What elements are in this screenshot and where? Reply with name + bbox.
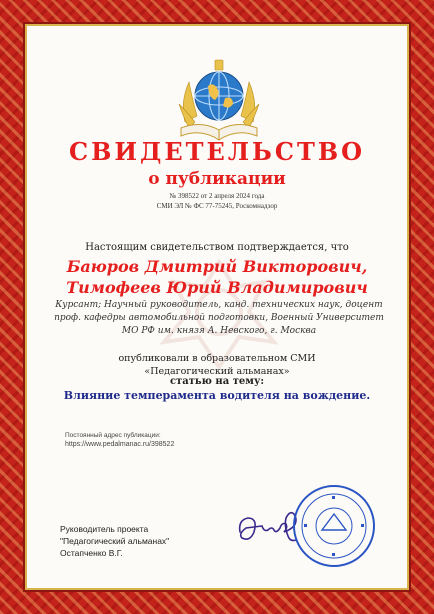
author-positions	[52, 299, 386, 338]
publication-url[interactable]: https://www.pedalmanac.ru/398522	[65, 441, 175, 448]
article-label: статью на тему:	[169, 376, 265, 387]
globe-book-emblem-icon	[175, 52, 263, 146]
position-line: проф. кафедры автомобильной подготовки, Военный Университет	[54, 313, 384, 323]
author-names	[27, 256, 407, 298]
position-line: Курсант; Научный руководитель, канд. технических наук, доцент	[55, 300, 383, 310]
signer-name: Остапченко В.Г.	[60, 548, 123, 558]
round-seal-stamp-icon	[292, 484, 376, 568]
author-name: Тимофеев Юрий Владимирович	[66, 278, 368, 297]
author-name: Баюров Дмитрий Викторович,	[66, 257, 368, 276]
position-line: МО РФ им. князя А. Невского, г. Москва	[121, 326, 317, 336]
published-statement	[27, 352, 407, 378]
published-line: опубликовали в образовательном СМИ	[118, 353, 316, 364]
certificate-sheet	[25, 24, 409, 590]
certificate-number: № 398522 от 2 апреля 2024 года	[169, 192, 265, 200]
signer-organization: "Педагогический альманах"	[60, 536, 170, 546]
article-title: Влияние темперамента водителя на вождение.	[63, 389, 371, 402]
address-label: Постоянный адрес публикации:	[65, 432, 161, 439]
signer-block	[60, 523, 169, 559]
certificate-subtitle: о публикации	[148, 169, 286, 189]
signer-role: Руководитель проекта	[60, 524, 149, 534]
media-registry: СМИ ЭЛ № ФС 77-75245, Роскомнадзор	[156, 202, 278, 210]
acknowledgment-text: Настоящим свидетельством подтверждается, что	[85, 242, 349, 253]
certificate-title: СВИДЕТЕЛЬСТВО	[68, 137, 366, 166]
media-name: «Педагогический альманах»	[144, 366, 290, 377]
